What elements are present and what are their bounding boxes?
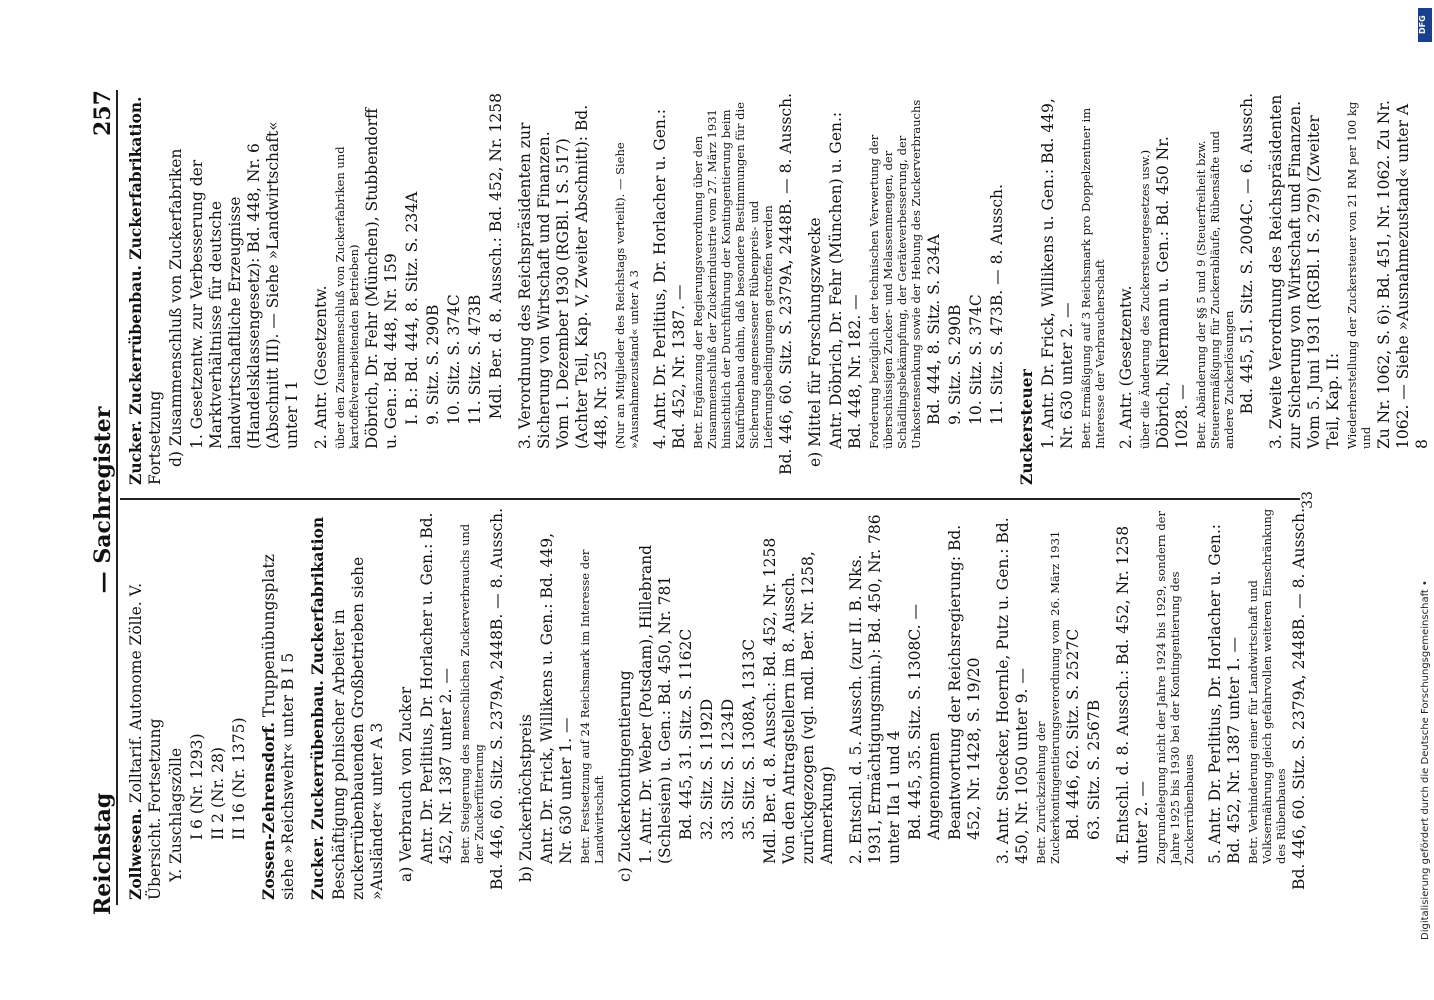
entry-note: über die Änderung des Zuckersteuergesetzes usw.) [1138, 149, 1152, 449]
reference-line: Bd. 446, 62. Sitz. S. 2527C [1064, 628, 1082, 840]
reference-line: Bd. 446, 60. Sitz. S. 2379A, 2448B. — 8. Aussch. [1290, 508, 1308, 890]
subheading: d) Zusammenschluß von Zuckerfabriken [167, 148, 185, 467]
reference-line: 9. Sitz. S. 290B [946, 304, 964, 425]
spacer [1198, 508, 1206, 900]
register-headword-entry [126, 508, 165, 900]
headword: Zossen-Zehrensdorf. [259, 722, 278, 900]
register-headword-entry [259, 508, 298, 900]
headword-tail: Fortsetzung [146, 390, 164, 485]
page-header [90, 0, 130, 1000]
entry-text: Döbrich, Dr. Fehr (München), Stubbendorff u. Gen.: Bd. 448, Nr. 159 [363, 107, 400, 449]
entry-text: Antr. Dr. Perlitius, Dr. Horlacher u. Gen.: Bd. 452, Nr. 1387 unter 2. — [418, 512, 455, 864]
column-divider [120, 498, 1300, 500]
entry-note: Betr. Verhinderung einer für Landwirtschaft und Volksernährung gleich gefahrvollen weiteren Einschränkung des Rübenbaues [1246, 508, 1288, 864]
reference-line: 10. Sitz. S. 374C [967, 294, 985, 425]
entry-text: Beschäftigung polnischer Arbeiter in zuckerrübenbauenden Großbetrieben siehe »Ausländer« unter A 3 [330, 556, 386, 900]
entry-text: 2. Entschl. d. 5. Aussch. (zur II. B. Nks. 1931, Ermächtigungsmin.): Bd. 450, Nr. 786 unter IIa 1 und 4 [847, 514, 903, 864]
spacer [304, 93, 312, 485]
headword: Zucker. Zuckerrübenbau. Zuckerfabrikation [308, 516, 327, 900]
entry-text: 3. Zweite Verordnung des Reichspräsidenten zur Sicherung von Wirtschaft und Finanzen. Vom 5. Juni 1931 (RGBl. I S. 279) (Zweiter Teil, Kap. II: [1267, 94, 1342, 449]
spacer [1009, 93, 1017, 485]
spacer [1109, 93, 1117, 485]
entry-text: 3. Verordnung des Reichspräsidenten zur Sicherung von Wirtschaft und Finanzen. Vom 1. Dezember 1930 (RGBl. I S. 517) (Achter Teil, Kap. V, Zweiter Abschnitt): Bd. 448, Nr. 325 [516, 104, 610, 449]
entry-text: Antr. Döbrich, Dr. Fehr (München) u. Gen.: Bd. 448, Nr. 182. — [827, 111, 864, 449]
headword-tail: Truppenübungsplatz siehe »Reichswehr« unter B I 5 [260, 554, 297, 900]
subheading: a) Verbrauch von Zucker [397, 686, 415, 882]
entry-text: 4. Entschl. d. 8. Aussch.: Bd. 452, Nr. 1258 unter 2. — [1114, 525, 1151, 864]
subheading: c) Zuckerkontingentierung [616, 670, 634, 882]
register-headword-entry [126, 93, 165, 485]
spacer [389, 508, 397, 900]
entry-text: 4. Antr. Dr. Perlitius, Dr. Horlacher u. Gen.: Bd. 452, Nr. 1387. — [651, 108, 688, 449]
reference-line: 32. Sitz. S. 1192D [698, 698, 716, 840]
right-column [126, 93, 1434, 485]
header-rule [116, 90, 118, 905]
reference-line: I. B.: Bd. 444, 8. Sitz. S. 234A [403, 191, 421, 425]
dfg-logo: DFG [1418, 8, 1432, 42]
entry-text: Zu Nr. 1062, S. 6): Bd. 451, Nr. 1062. Zu Nr. 1062. — Siehe »Ausnahmezustand« unter A 8 [1375, 100, 1431, 449]
header-center: — Sachregister [90, 406, 116, 594]
reference-line: Bd. 446, 60. Sitz. S. 2379A, 2448B. — 8. Aussch. [488, 508, 506, 890]
spacer [509, 508, 517, 900]
subheading: e) Mittel für Forschungszwecke [806, 217, 824, 467]
entry-text: 1. Antr. Dr. Frick, Willikens u. Gen.: Bd. 449, Nr. 630 unter 2. — [1039, 98, 1076, 449]
reference-line: 33. Sitz. S. 1234D [719, 698, 737, 840]
entry-text: 3. Antr. Stoecker, Hoernle, Putz u. Gen.: Bd. 450, Nr. 1050 unter 9. — [994, 517, 1031, 864]
reference-line: I 6 (Nr. 1293) [188, 733, 206, 840]
entry-note: (Nur an Mitglieder des Reichstags verteilt). — Siehe »Ausnahmezustand« unter A 3 [613, 142, 641, 449]
reference-line: Bd. 444, 8. Sitz. S. 234A [925, 234, 943, 425]
entry-note: über den Zusammenschluß von Zuckerfabriken und kartoffelverarbeitenden Betrieben) [333, 146, 361, 449]
spacer [798, 93, 806, 485]
entry-text: 1. Gesetzentw. zur Verbesserung der Marktverhältnisse für deutsche landwirtschaftliche Erzeugnisse (Handelsklassengesetz): Bd. 448, Nr. 6 (Abschnitt III). — Siehe »Landwirtschaft« unter I 1 [188, 121, 301, 449]
reference-line: Bd. 445, 31. Sitz. S. 1162C [677, 628, 695, 840]
spacer [1259, 93, 1267, 485]
register-headword-entry [308, 508, 328, 900]
header-left: Reichstag [90, 792, 116, 915]
spacer [508, 93, 516, 485]
spacer [839, 508, 847, 900]
spacer [643, 93, 651, 485]
subheading: Y. Zuschlagszölle [167, 747, 185, 882]
entry-text: 2. Antr. (Gesetzentw. [312, 285, 330, 449]
spacer [251, 508, 259, 900]
entry-note: Wiederherstellung der Zuckersteuer von 21 RM per 100 kg und [1345, 101, 1373, 449]
entry-note: Betr. Ermäßigung auf 3 Reichsmark pro Doppelzentner im Interesse der Verbraucherschaft [1079, 107, 1107, 449]
reference-line: II 16 (Nr. 1375) [230, 717, 248, 840]
dfg-credit: Digitalisierung gefördert durch die Deutsche Forschungsgemeinschaft • [1420, 580, 1431, 940]
page-number: 257 [90, 90, 116, 136]
reference-line: 11. Sitz. S. 473B [466, 294, 484, 425]
reference-line: Bd. 445, 35. Sitz. S. 1308C. — Angenommen [906, 603, 943, 840]
entry-text: 5. Antr. Dr. Perlitius, Dr. Horlacher u. Gen.: Bd. 452, Nr. 1387 unter 1. — [1206, 523, 1243, 864]
spacer [300, 508, 308, 900]
reference-line: 11. Sitz. S. 473B. — 8. Aussch. [988, 184, 1006, 425]
left-column [126, 508, 1311, 900]
reference-line: 10. Sitz. S. 374C [445, 294, 463, 425]
spacer [1106, 508, 1114, 900]
register-headword-entry [1017, 93, 1037, 485]
spacer [608, 508, 616, 900]
reference-line: Mdl. Ber. d. 8. Aussch.: Bd. 452, Nr. 1258 [487, 93, 505, 420]
reference-line: Beantwortung der Reichsregierung: Bd. 452, Nr. 1428, S. 19/20 [946, 524, 983, 840]
headword: Zollwesen. [126, 808, 145, 900]
headword: Zucker. Zuckerrübenbau. Zuckerfabrikation. [126, 96, 145, 485]
reference-line: 35. Sitz. S. 1308A, 1313C [740, 638, 758, 840]
entry-note: Betr. Festsetzung auf 24 Reichsmark im Interesse der Landwirtschaft [578, 549, 606, 864]
reference-line: II 2 (Nr. 28) [209, 747, 227, 840]
entry-note: Betr. Steigerung des menschlichen Zuckerverbrauchs und der Zuckerfütterung [458, 523, 486, 864]
entry-text: 2. Antr. (Gesetzentw. [1117, 285, 1135, 449]
headword-tail: Zolltarif. Autonome Zölle. V. Übersicht. Fortsetzung [127, 582, 164, 900]
subheading: b) Zuckerhöchstpreis [517, 714, 535, 882]
entry-note: Forderung bezüglich der technischen Verwertung der überschüssigen Zucker- und Melassenmengen, der Schädlingsbekämpfung, der Geräteverbesserung, der Unkostensenkung sowie der Hebung des Zuckerverbrauchs [867, 99, 923, 449]
reference-line: Bd. 446, 60. Sitz. S. 2379A, 2448B. — 8. Aussch. [777, 93, 795, 475]
entry-text: Antr. Dr. Frick, Willikens u. Gen.: Bd. 449, Nr. 630 unter 1. — [538, 532, 575, 864]
spacer [986, 508, 994, 900]
entry-text: Mdl. Ber. d. 8. Aussch.: Bd. 452, Nr. 1258 Von den Antragstellern im 8. Aussch. zurückgezogen (vgl. mdl. Ber. Nr. 1258, Anmerkung) [761, 537, 836, 864]
reference-line: 63. Sitz. S. 2567B [1085, 699, 1103, 840]
headword: Zuckersteuer [1017, 369, 1036, 485]
entry-note: Betr. Ergänzung der Regierungsverordnung über den Zusammenschluß der Zuckerindustrie vom 27. März 1931 hinsichtlich der Durchführung der Kontingentierung beim Kaufrübenbau dahin, daß besondere Bestimmungen für die Sicherung angemessener Rübenpreis- und Lieferungsbedingungen getroffen werden [691, 102, 775, 449]
reference-line: Bd. 445, 51. Sitz. S. 2004C. — 6. Aussch. [1238, 93, 1256, 415]
signature-mark: 33 [1300, 491, 1316, 509]
entry-text: Döbrich, Niermann u. Gen.: Bd. 450 Nr. 1028. — [1154, 136, 1191, 449]
entry-note: Betr. Zurückziehung der Zuckerkontingentierungsverordnung vom 26. März 1931 [1034, 530, 1062, 864]
entry-note: Betr. Abänderung der §§ 5 und 9 (Steuerfreiheit bzw. Steuerermäßigung für Zuckerabläufe, Rübensäfte und andere Zuckerlösungen [1194, 131, 1236, 449]
entry-note: Zugrundelegung nicht der Jahre 1924 bis 1929, sondern der Jahre 1925 bis 1930 bei der Kontingentierung des Zuckerrübenbaues [1154, 511, 1196, 864]
entry-text: 1. Antr. Dr. Weber (Potsdam), Hillebrand (Schlesien) u. Gen.: Bd. 450, Nr. 781 [637, 544, 674, 864]
reference-line: 9. Sitz. S. 290B [424, 304, 442, 425]
